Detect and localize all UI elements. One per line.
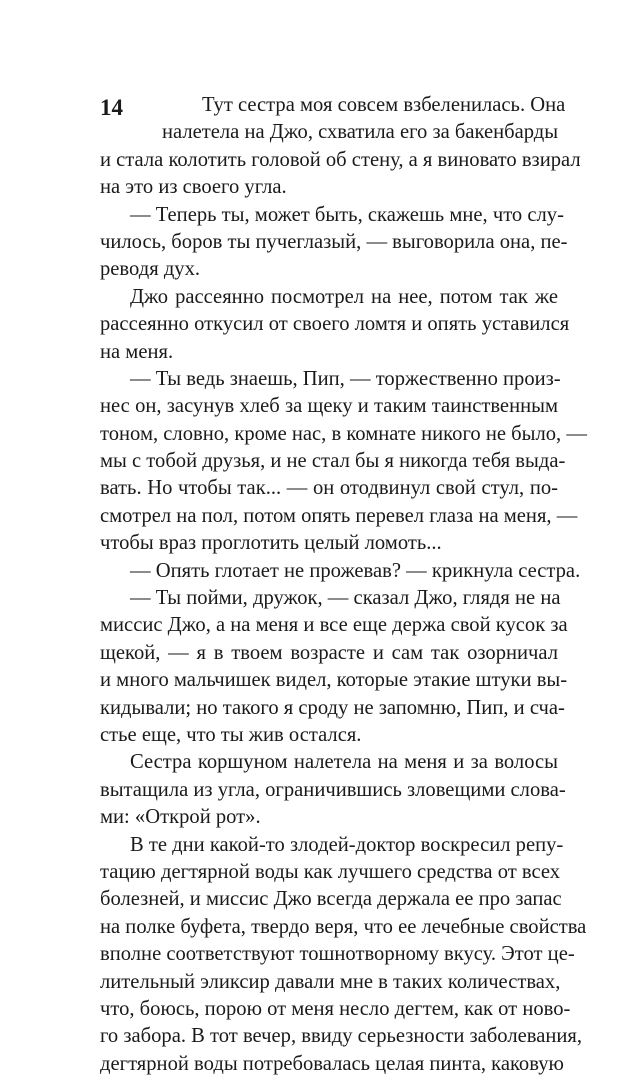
body-text xyxy=(100,92,587,1078)
text-line: тацию дегтярной воды как лучшего средства от всех xyxy=(100,860,561,883)
text-line: вытащила из угла, ограничившись зловещими слова- xyxy=(100,778,566,801)
text-line: ми: «Открой рот». xyxy=(100,806,261,829)
text-line: чилось, боров ты пучеглазый, — выговорила она, пе- xyxy=(100,230,568,253)
text-line: смотрел на пол, потом опять перевел глаза на меня, — xyxy=(100,504,578,527)
text-line: чтобы враз проглотить целый ломоть... xyxy=(100,532,442,555)
text-line: кидывали; но такого я сроду не запомню, Пип, и сча- xyxy=(100,696,565,719)
text-line: на меня. xyxy=(100,340,174,363)
text-line: налетела на Джо, схватила его за бакенбарды xyxy=(162,121,559,144)
text-line: миссис Джо, а на меня и все еще держа свой кусок за xyxy=(100,614,568,637)
text-line: нес он, засунув хлеб за щеку и таким таинственным xyxy=(100,395,558,418)
text-line: — Ты ведь знаешь, Пип, — торжественно произ- xyxy=(130,367,561,390)
text-line: стье еще, что ты жив остался. xyxy=(100,723,362,746)
page-number: 14 xyxy=(100,95,123,120)
text-line: и много мальчишек видел, которые этакие штуки вы- xyxy=(100,669,568,692)
text-line: и стала колотить головой об стену, а я виновато взирал xyxy=(100,148,581,171)
text-line: го забора. В тот вечер, ввиду серьезности заболевания, xyxy=(100,1025,583,1048)
text-line: вать. Но чтобы так... — он отодвинул свой стул, по- xyxy=(100,477,558,500)
text-line: на это из своего угла. xyxy=(100,176,287,199)
text-line: В те дни какой-то злодей-доктор воскресил репу- xyxy=(130,833,564,856)
text-line: дегтярной воды потребовалась целая пинта, каковую xyxy=(100,1052,564,1075)
text-line: лительный эликсир давали мне в таких количествах, xyxy=(100,970,561,993)
text-line: — Опять глотает не прожевав? — крикнула сестра. xyxy=(130,559,581,582)
text-line: мы с тобой друзья, и не стал бы я никогда тебя выда- xyxy=(100,450,566,473)
text-line: вполне соответствуют тошнотворному вкусу. Этот це- xyxy=(100,943,575,966)
text-line: Тут сестра моя совсем взбеленилась. Она xyxy=(202,94,566,116)
text-line: Джо рассеянно посмотрел на нее, потом так же xyxy=(130,285,558,308)
text-line: реводя дух. xyxy=(100,258,201,281)
text-line: болезней, и миссис Джо всегда держала ее про запас xyxy=(100,888,562,911)
text-line: щекой, — я в твоем возрасте и сам так озорничал xyxy=(100,641,558,664)
text-line: на полке буфета, твердо веря, что ее лечебные свойства xyxy=(100,915,587,938)
text-line: рассеянно откусил от своего ломтя и опять уставился xyxy=(100,313,570,336)
text-line: тоном, словно, кроме нас, в комнате никого не было, — xyxy=(100,422,587,445)
text-line: — Теперь ты, может быть, скажешь мне, что слу- xyxy=(130,203,564,226)
text-line: — Ты пойми, дружок, — сказал Джо, глядя не на xyxy=(130,587,561,610)
text-line: что, боюсь, порою от меня несло дегтем, как от ново- xyxy=(100,997,571,1020)
text-line: Сестра коршуном налетела на меня и за волосы xyxy=(130,751,558,774)
